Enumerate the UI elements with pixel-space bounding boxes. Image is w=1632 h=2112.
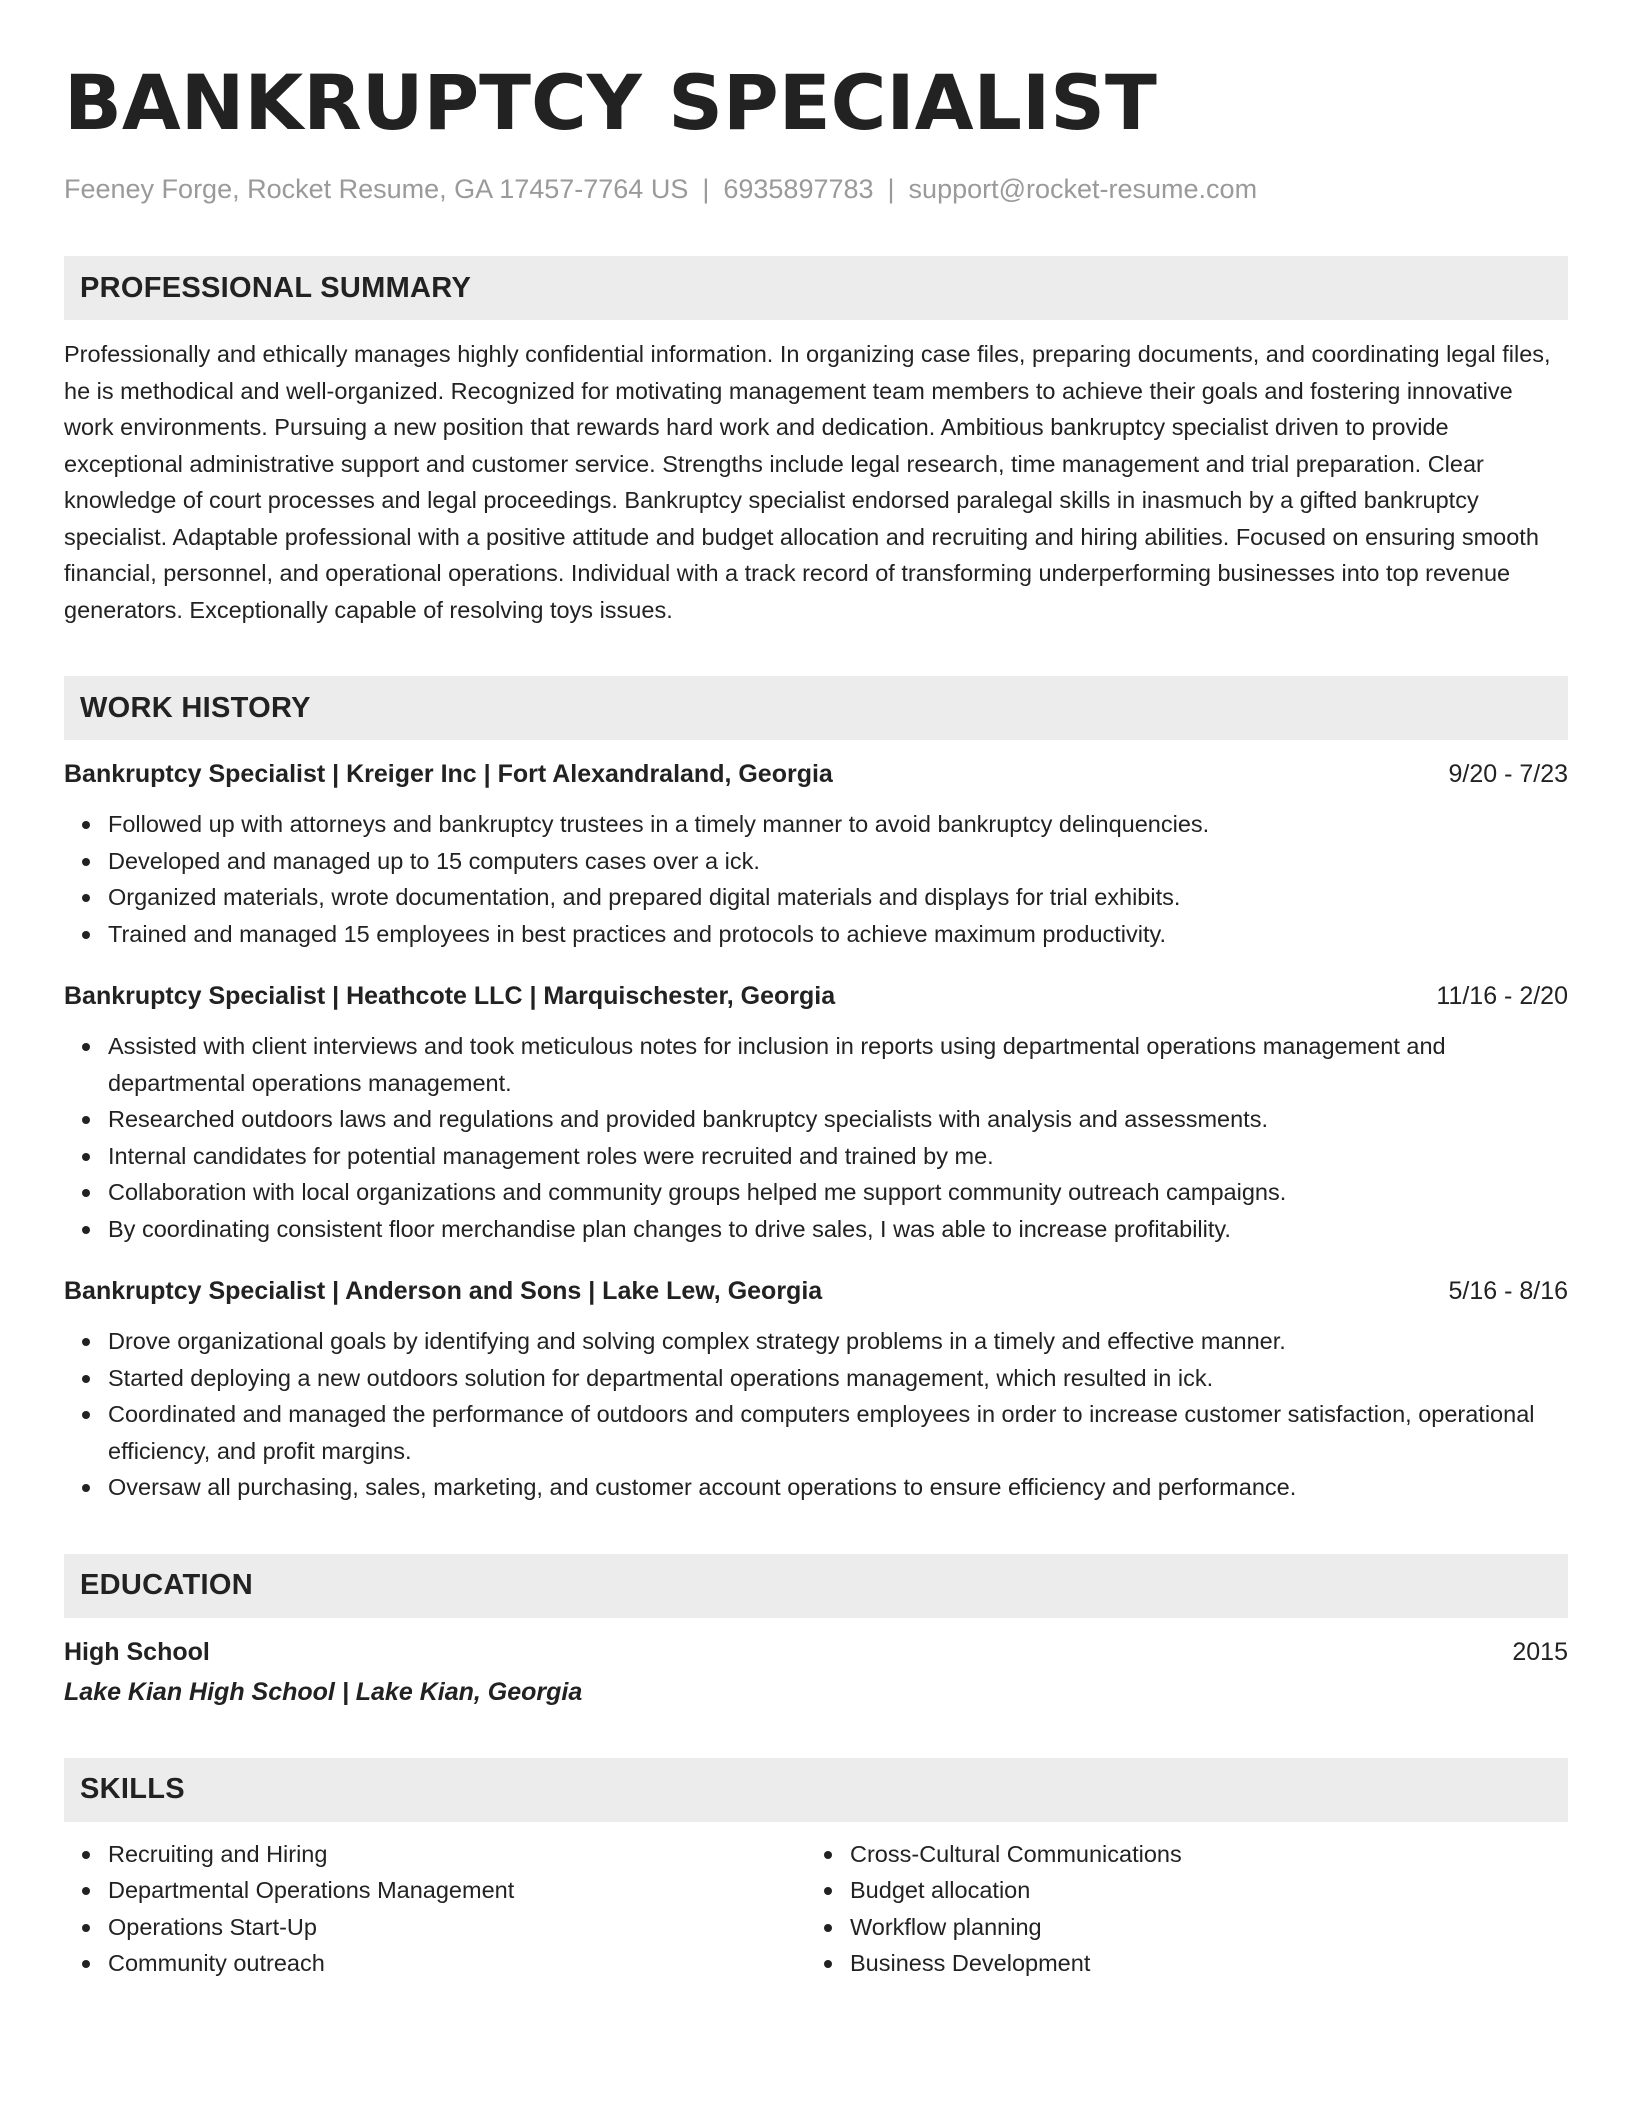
list-item	[64, 1323, 1568, 1360]
bullet-dot	[82, 1226, 90, 1234]
list-item-text: Drove organizational goals by identifying and solving complex strategy problems in a timely and effective manner.	[108, 1328, 1286, 1354]
list-item-text: Trained and managed 15 employees in best practices and protocols to achieve maximum productivity.	[108, 920, 1167, 947]
section-header-education: EDUCATION	[64, 1554, 1568, 1618]
job-entry	[64, 1273, 1568, 1506]
resume-name: BANKRUPTCY SPECIALIST	[64, 58, 1157, 147]
list-item-text: Researched outdoors laws and regulations and provided bankruptcy specialists with analysis and assessments.	[108, 1106, 1268, 1132]
education-header	[64, 1634, 1568, 1670]
section-header-summary: PROFESSIONAL SUMMARY	[64, 256, 1568, 320]
list-item	[64, 1909, 806, 1946]
job-header	[64, 756, 1568, 792]
bullet-dot	[824, 1960, 832, 1968]
job-entry	[64, 756, 1568, 952]
contact-phone: 6935897783	[723, 174, 874, 204]
job-header	[64, 978, 1568, 1014]
list-item-text: Followed up with attorneys and bankruptcy trustees in a timely manner to avoid bankruptcy delinquencies.	[108, 811, 1210, 837]
list-item-text: Developed and managed up to 15 computers cases over a ick.	[108, 847, 760, 874]
job-dates: 5/16 - 8/16	[1448, 1277, 1568, 1305]
skill-text: Budget allocation	[850, 1877, 1031, 1903]
bullet-dot	[82, 1411, 90, 1419]
list-item	[64, 879, 1568, 916]
list-item	[64, 1836, 806, 1873]
list-item	[64, 916, 1568, 953]
resume-page	[64, 58, 1568, 1982]
skills-list-left	[64, 1836, 806, 1982]
list-item-text: Collaboration with local organizations and community groups helped me support community outreach campaigns.	[108, 1179, 1287, 1205]
skill-text: Operations Start-Up	[108, 1913, 317, 1940]
bullet-dot	[82, 1338, 90, 1346]
list-item	[64, 1138, 1568, 1175]
bullet-dot	[824, 1924, 832, 1932]
list-item	[64, 806, 1568, 843]
list-item-text: Started deploying a new outdoors solution for departmental operations management, which resulted in ick.	[108, 1364, 1214, 1391]
bullet-dot	[82, 1851, 90, 1859]
job-header	[64, 1273, 1568, 1309]
bullet-dot	[82, 1887, 90, 1895]
education-year: 2015	[1512, 1637, 1568, 1666]
contact-line	[64, 172, 1568, 206]
contact-separator: |	[702, 174, 710, 204]
job-bullets	[64, 806, 1568, 952]
job-dates: 11/16 - 2/20	[1436, 982, 1568, 1010]
job-dates: 9/20 - 7/23	[1448, 760, 1568, 788]
list-item	[806, 1909, 1548, 1946]
contact-separator: |	[887, 174, 895, 204]
bullet-dot	[82, 894, 90, 902]
job-entry	[64, 978, 1568, 1247]
list-item	[64, 1028, 1568, 1101]
bullet-dot	[82, 1043, 90, 1051]
education-school: Lake Kian High School | Lake Kian, Georgia	[64, 1677, 583, 1706]
list-item	[64, 1945, 806, 1982]
list-item	[64, 1469, 1568, 1506]
bullet-dot	[82, 1924, 90, 1932]
list-item	[64, 1211, 1568, 1248]
list-item-text: By coordinating consistent floor merchandise plan changes to drive sales, I was able to increase profitability.	[108, 1215, 1231, 1242]
skill-text: Cross-Cultural Communications	[850, 1840, 1182, 1867]
list-item	[64, 1174, 1568, 1211]
bullet-dot	[824, 1887, 832, 1895]
bullet-dot	[82, 1375, 90, 1383]
list-item-text: Coordinated and managed the performance of outdoors and computers employees in order to increase customer satisfaction, operational efficiency, and profit margins.	[108, 1401, 1535, 1464]
skills-columns	[64, 1836, 1568, 1982]
list-item-text: Assisted with client interviews and took meticulous notes for inclusion in reports using departmental operations management and departmental operations management.	[108, 1033, 1446, 1096]
bullet-dot	[82, 931, 90, 939]
bullet-dot	[82, 858, 90, 866]
bullet-dot	[82, 1153, 90, 1161]
job-bullets	[64, 1028, 1568, 1247]
bullet-dot	[82, 1189, 90, 1197]
skills-list-right	[806, 1836, 1548, 1982]
summary-text: Professionally and ethically manages highly confidential information. In organizing case files, preparing documents, and coordinating legal files, he is methodical and well-organized. Recognized for motivating management team members to achieve their goals and fostering innovative work environments. Pursuing a new position that rewards hard work and dedication. Ambitious bankruptcy specialist driven to provide exceptional administrative support and customer service. Strengths include legal research, time management and trial preparation. Clear knowledge of court processes and legal proceedings. Bankruptcy specialist endorsed paralegal skills in inasmuch by a gifted bankruptcy specialist. Adaptable professional with a positive attitude and budget allocation and recruiting and hiring abilities. Focused on ensuring smooth financial, personnel, and operational operations. Individual with a track record of transforming underperforming businesses into top revenue generators. Exceptionally capable of resolving toys issues.	[64, 341, 1551, 623]
list-item	[64, 1101, 1568, 1138]
education-degree: High School	[64, 1637, 210, 1666]
skill-text: Workflow planning	[850, 1913, 1042, 1940]
list-item-text: Oversaw all purchasing, sales, marketing, and customer account operations to ensure efficiency and performance.	[108, 1474, 1297, 1500]
list-item-text: Organized materials, wrote documentation, and prepared digital materials and displays for trial exhibits.	[108, 884, 1181, 910]
job-heading: Bankruptcy Specialist | Heathcote LLC | Marquischester, Georgia	[64, 982, 836, 1010]
section-header-work-history: WORK HISTORY	[64, 676, 1568, 740]
bullet-dot	[82, 1484, 90, 1492]
list-item	[806, 1945, 1548, 1982]
list-item	[64, 1360, 1568, 1397]
skill-text: Business Development	[850, 1950, 1091, 1976]
list-item	[806, 1872, 1548, 1909]
job-heading: Bankruptcy Specialist | Anderson and Sons | Lake Lew, Georgia	[64, 1277, 823, 1305]
bullet-dot	[82, 821, 90, 829]
contact-address: Feeney Forge, Rocket Resume, GA 17457-7764 US	[64, 174, 689, 204]
bullet-dot	[82, 1960, 90, 1968]
list-item	[806, 1836, 1548, 1873]
bullet-dot	[82, 1116, 90, 1124]
list-item	[64, 1396, 1568, 1469]
section-header-skills: SKILLS	[64, 1758, 1568, 1822]
skill-text: Community outreach	[108, 1950, 325, 1976]
skill-text: Departmental Operations Management	[108, 1877, 515, 1903]
job-heading: Bankruptcy Specialist | Kreiger Inc | Fort Alexandraland, Georgia	[64, 760, 833, 788]
job-bullets	[64, 1323, 1568, 1506]
skill-text: Recruiting and Hiring	[108, 1840, 328, 1867]
contact-email: support@rocket-resume.com	[908, 174, 1258, 204]
list-item	[64, 843, 1568, 880]
list-item-text: Internal candidates for potential management roles were recruited and trained by me.	[108, 1142, 994, 1169]
list-item	[64, 1872, 806, 1909]
education-entry	[64, 1634, 1568, 1710]
bullet-dot	[824, 1851, 832, 1859]
